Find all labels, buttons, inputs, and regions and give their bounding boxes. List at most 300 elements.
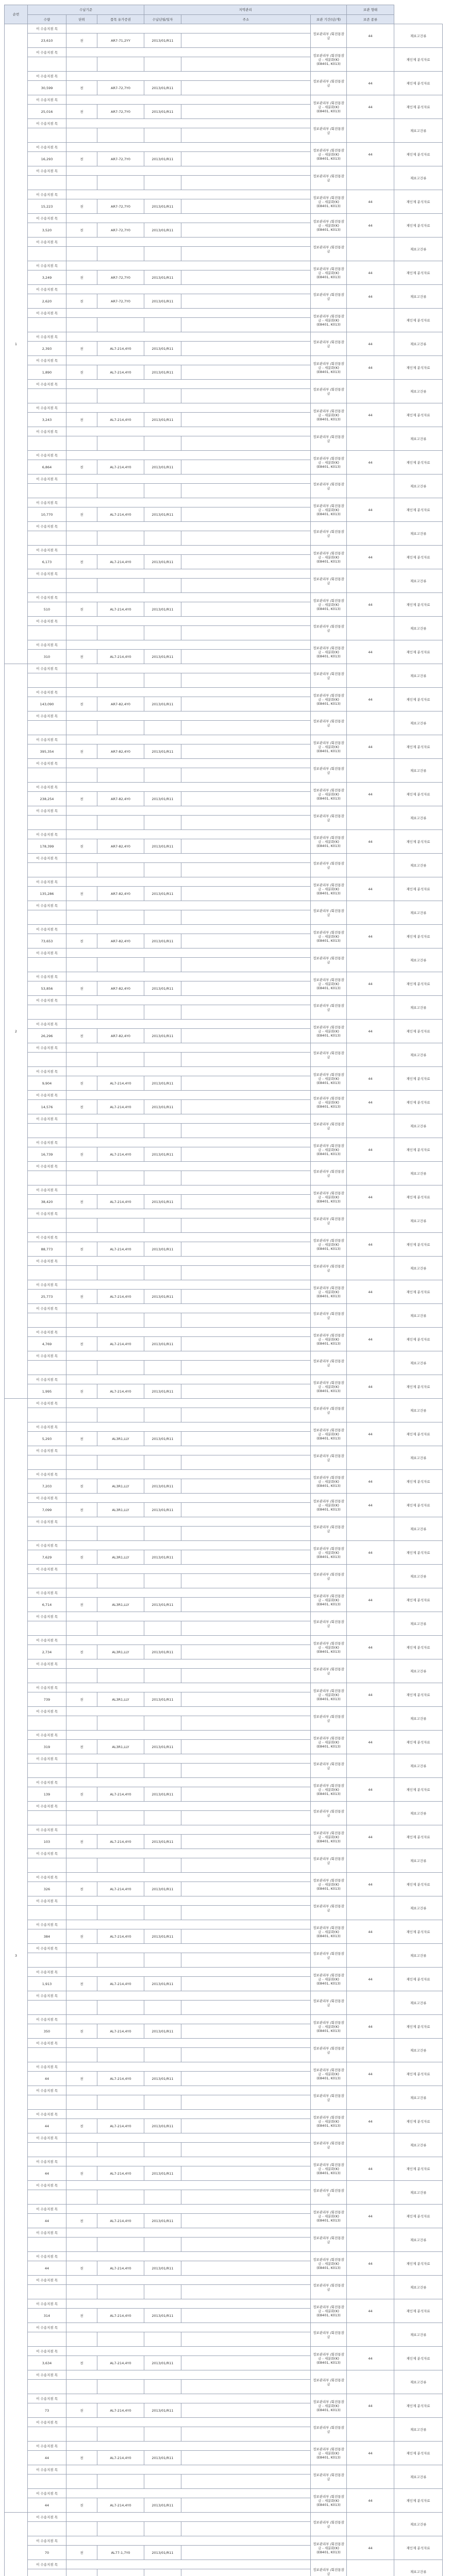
table-row: [5, 72, 443, 81]
location-cell: [311, 2347, 347, 2370]
duration-cell: 44: [347, 2252, 394, 2276]
date-cell: 2013/01/R11: [144, 365, 181, 380]
table-row: [5, 901, 443, 910]
header-group-a: 수납기준: [28, 5, 144, 15]
qty-note: 이 수송지점 목: [28, 2513, 66, 2522]
unit-cell: 천: [66, 697, 97, 711]
qty-cell: 73: [28, 2403, 66, 2418]
unit-cell: [66, 57, 97, 72]
duration-cell: 44: [347, 2015, 394, 2039]
qty-cell: 7,099: [28, 1503, 66, 1517]
location-cell: [311, 2133, 347, 2157]
table-row: [5, 1043, 443, 1053]
duration-cell: [347, 1114, 394, 1138]
usage-cell: 재보고건류: [394, 1849, 443, 1873]
code-cell: AR7-82,4Y0: [97, 887, 144, 901]
location-line-2: (E8401, K013): [316, 1104, 341, 1109]
unit-cell: 천: [66, 199, 97, 214]
code-cell: [97, 768, 144, 783]
location-line-1: 정보관리부 /회전통잠금 - 세분화(K): [313, 1783, 344, 1792]
duration-cell: [347, 617, 394, 640]
spacer-cell: [66, 522, 311, 531]
duration-cell: [347, 1162, 394, 1185]
location-cell: [311, 2323, 347, 2347]
qty-cell: 1,890: [28, 365, 66, 380]
spacer-cell: [66, 2133, 311, 2143]
code-cell: AR7-72,7Y0: [97, 152, 144, 166]
location-cell: [311, 522, 347, 546]
unit-cell: [66, 2427, 97, 2442]
duration-cell: 44: [347, 1328, 394, 1351]
table-row: [5, 1968, 443, 1977]
spacer-cell: [66, 1825, 311, 1835]
spacer-cell: [66, 1896, 311, 1906]
qty-cell: [28, 1953, 66, 1968]
location-line-1: 정보관리부 /회전통잠금 - 세분화(K): [313, 409, 344, 417]
date-cell: [144, 2380, 181, 2394]
duration-cell: 44: [347, 640, 394, 664]
duration-cell: [347, 2086, 394, 2110]
duration-cell: [347, 1612, 394, 1636]
qty-note: 이 수송지점 목: [28, 143, 66, 152]
spacer-cell: [66, 309, 311, 318]
duration-cell: 44: [347, 1636, 394, 1659]
spacer-cell: [66, 95, 311, 105]
usage-cell: 재보고건류: [394, 380, 443, 403]
table-row: [5, 2039, 443, 2048]
duration-cell: 44: [347, 688, 394, 711]
usage-cell: 재인제 분석자료: [394, 1067, 443, 1091]
location-cell: [311, 569, 347, 593]
location-line-1: 정보관리부 /회전통잠금: [313, 2235, 344, 2244]
unit-cell: [66, 1811, 97, 1825]
usage-cell: 재보고건류: [394, 1565, 443, 1588]
duration-cell: [347, 2370, 394, 2394]
location-cell: [311, 1138, 347, 1162]
qty-note: 이 수송지점 목: [28, 1802, 66, 1811]
usage-cell: 재인제 분석자료: [394, 735, 443, 759]
qty-cell: 6,173: [28, 555, 66, 569]
qty-cell: [28, 2238, 66, 2252]
spacer-cell: [66, 2062, 311, 2072]
location-cell: [311, 214, 347, 238]
location-line-1: 정보관리부 /회전통잠금: [313, 1951, 344, 1960]
duration-cell: 44: [347, 285, 394, 309]
spacer-cell: [66, 2181, 311, 2190]
date-cell: [144, 484, 181, 498]
code-cell: AL7-214,4Y0: [97, 2356, 144, 2370]
location-cell: [311, 1422, 347, 1446]
duration-cell: 44: [347, 261, 394, 285]
qty-cell: 10,770: [28, 507, 66, 522]
location-line-1: 정보관리부 /회전통잠금: [313, 1050, 344, 1059]
date-cell: [144, 1527, 181, 1541]
table-row: [5, 2442, 443, 2451]
location-line-1: 정보관리부 /회전통잠금: [313, 577, 344, 585]
date-cell: [144, 128, 181, 143]
unit-cell: 천: [66, 105, 97, 119]
qty-note: 이 수송지점 목: [28, 474, 66, 484]
location-line-2: (E8401, K013): [316, 1483, 341, 1488]
table-row: [5, 498, 443, 507]
header-unit: 단위: [66, 15, 97, 24]
table-row: [5, 1257, 443, 1266]
location-line-1: 정보관리부 /회전통잠금 - 세분화(K): [313, 2304, 344, 2313]
date-cell: [144, 768, 181, 783]
code-cell: [97, 531, 144, 546]
location-line-2: (E8401, K013): [316, 2028, 341, 2033]
date-cell: 2013/01/R11: [144, 1290, 181, 1304]
qty-cell: [28, 1716, 66, 1731]
spacer-cell: [66, 1659, 311, 1669]
spacer-cell: [66, 2536, 311, 2546]
code-cell: AL7-214,4Y0: [97, 2119, 144, 2133]
date-cell: 2013/01/R11: [144, 2356, 181, 2370]
date-cell: 2013/01/R11: [144, 1503, 181, 1517]
location-line-2: (E8401, K013): [316, 61, 341, 66]
qty-note: 이 수송지점 목: [28, 1067, 66, 1076]
usage-cell: 재보고건류: [394, 2086, 443, 2110]
spacer-cell: [66, 546, 311, 555]
location-cell: [311, 996, 347, 1020]
location-line-1: 정보관리부 /회전통잠금: [313, 2046, 344, 2055]
date-cell: [144, 1005, 181, 1020]
qty-note: 이 수송지점 목: [28, 759, 66, 768]
code-cell: AL7-214,4Y0: [97, 2403, 144, 2418]
qty-note: 이 수송지점 목: [28, 1494, 66, 1503]
location-cell: [311, 1565, 347, 1588]
table-row: [5, 2110, 443, 2119]
qty-note: 이 수송지점 목: [28, 1636, 66, 1645]
unit-cell: [66, 816, 97, 830]
unit-cell: 천: [66, 934, 97, 948]
location-line-1: 정보관리부 /회전통잠금: [313, 1524, 344, 1533]
qty-note: 이 수송지점 목: [28, 593, 66, 602]
duration-cell: 44: [347, 546, 394, 569]
code-cell: AR7-82,4Y0: [97, 981, 144, 996]
qty-cell: [28, 128, 66, 143]
table-row: [5, 1944, 443, 1953]
duration-cell: 44: [347, 2157, 394, 2181]
table-row: [5, 2323, 443, 2332]
unit-cell: [66, 1455, 97, 1470]
usage-cell: 재인제 분석자료: [394, 498, 443, 522]
date-cell: [144, 2475, 181, 2489]
location-line-1: 정보관리부 /회전통잠금 - 세분화(K): [313, 1688, 344, 1697]
spacer-cell: [66, 1541, 311, 1550]
spacer-cell: [66, 2347, 311, 2356]
spacer-cell: [66, 24, 311, 33]
location-cell: [311, 546, 347, 569]
usage-cell: 재인제 분석자료: [394, 2110, 443, 2133]
location-line-1: 정보관리부 /회전통잠금: [313, 174, 344, 182]
usage-cell: 재보고건류: [394, 1399, 443, 1422]
table-row: [5, 2252, 443, 2261]
table-row: [5, 1280, 443, 1290]
usage-cell: 재인제 분석자료: [394, 1280, 443, 1304]
unit-cell: 천: [66, 2309, 97, 2323]
date-cell: 2013/01/R11: [144, 2166, 181, 2181]
unit-cell: [66, 2190, 97, 2205]
qty-cell: 25,016: [28, 105, 66, 119]
date-cell: [144, 1171, 181, 1185]
location-cell: [311, 2370, 347, 2394]
spacer-cell: [66, 664, 311, 673]
code-cell: [97, 1621, 144, 1636]
location-cell: [311, 1233, 347, 1257]
unit-cell: 천: [66, 602, 97, 617]
unit-cell: [66, 128, 97, 143]
location-line-1: 정보관리부 /회전통잠금 - 세분화(K): [313, 100, 344, 109]
qty-cell: 2,620: [28, 294, 66, 309]
location-line-2: (E8401, K013): [316, 2313, 341, 2317]
location-cell: [311, 1920, 347, 1944]
spacer-cell: [66, 498, 311, 507]
code-cell: [97, 1313, 144, 1328]
usage-cell: 재보고건류: [394, 332, 443, 356]
qty-note: 이 수송지점 목: [28, 996, 66, 1005]
duration-cell: [347, 1257, 394, 1280]
duration-cell: [347, 2181, 394, 2205]
usage-cell: 재보고건류: [394, 901, 443, 925]
location-line-1: 정보관리부 /회전통잠금: [313, 1406, 344, 1415]
location-cell: [311, 1185, 347, 1209]
date-cell: 2013/01/R11: [144, 887, 181, 901]
table-row: [5, 2015, 443, 2024]
location-cell: [311, 877, 347, 901]
location-cell: [311, 2465, 347, 2489]
spacer-cell: [66, 806, 311, 816]
location-line-1: 정보관리부 /회전통잠금 - 세분화(K): [313, 1546, 344, 1555]
date-cell: [144, 1764, 181, 1778]
code-cell: AR7-72,7Y0: [97, 105, 144, 119]
unit-cell: 천: [66, 1147, 97, 1162]
date-cell: 2013/01/R11: [144, 1242, 181, 1257]
duration-cell: [347, 1209, 394, 1233]
qty-cell: [28, 2143, 66, 2157]
table-row: [5, 2560, 443, 2569]
date-cell: [144, 2001, 181, 2015]
date-cell: 2013/01/R11: [144, 1692, 181, 1707]
qty-note: 이 수송지점 목: [28, 24, 66, 33]
qty-note: 이 수송지점 목: [28, 735, 66, 744]
usage-cell: 재인제 분석자료: [394, 2157, 443, 2181]
code-cell: AL3R1,LLY: [97, 1645, 144, 1659]
date-cell: 2013/01/R11: [144, 2214, 181, 2228]
code-cell: [97, 721, 144, 735]
location-line-2: (E8401, K013): [316, 1151, 341, 1156]
location-cell: [311, 498, 347, 522]
date-cell: 2013/01/R11: [144, 1882, 181, 1896]
unit-cell: [66, 1669, 97, 1683]
location-line-1: 정보관리부 /회전통잠금: [313, 766, 344, 775]
location-cell: [311, 783, 347, 806]
qty-cell: [28, 673, 66, 688]
code-cell: [97, 1455, 144, 1470]
spacer-cell: [66, 569, 311, 579]
code-cell: AL7-214,4Y0: [97, 413, 144, 427]
code-cell: [97, 1361, 144, 1375]
duration-cell: 44: [347, 1020, 394, 1043]
table-row: [5, 2536, 443, 2546]
unit-cell: [66, 2332, 97, 2347]
spacer-cell: [66, 1731, 311, 1740]
qty-note: 이 수송지점 목: [28, 1351, 66, 1361]
qty-cell: [28, 768, 66, 783]
qty-note: 이 수송지점 목: [28, 1707, 66, 1716]
spacer-cell: [66, 1328, 311, 1337]
location-cell: [311, 1020, 347, 1043]
qty-cell: 44: [28, 2261, 66, 2276]
duration-cell: [347, 901, 394, 925]
duration-cell: 44: [347, 1683, 394, 1707]
location-line-1: 정보관리부 /회전통잠금: [313, 2283, 344, 2292]
location-cell: [311, 759, 347, 783]
usage-cell: 재보고건류: [394, 759, 443, 783]
spacer-cell: [66, 1209, 311, 1218]
location-line-1: 정보관리부 /회전통잠금 - 세분화(K): [313, 503, 344, 512]
qty-note: 이 수송지점 목: [28, 2039, 66, 2048]
duration-cell: [347, 1849, 394, 1873]
unit-cell: 천: [66, 152, 97, 166]
table-row: [5, 1896, 443, 1906]
table-row: [5, 1091, 443, 1100]
qty-cell: 3,520: [28, 223, 66, 238]
spacer-cell: [66, 2394, 311, 2403]
duration-cell: 44: [347, 2205, 394, 2228]
date-cell: 2013/01/R11: [144, 1029, 181, 1043]
duration-cell: 44: [347, 735, 394, 759]
spacer-cell: [66, 119, 311, 128]
location-line-1: 정보관리부 /회전통잠금 - 세분화(K): [313, 1831, 344, 1839]
unit-cell: 천: [66, 2072, 97, 2086]
qty-note: 이 수송지점 목: [28, 1968, 66, 1977]
table-row: [5, 830, 443, 839]
qty-cell: [28, 579, 66, 593]
qty-cell: 16,293: [28, 152, 66, 166]
table-row: [5, 261, 443, 270]
location-cell: [311, 2536, 347, 2560]
qty-note: 이 수송지점 목: [28, 948, 66, 958]
qty-note: 이 수송지점 목: [28, 2110, 66, 2119]
location-line-1: 정보관리부 /회전통잠금 - 세분화(K): [313, 2447, 344, 2455]
location-line-2: (E8401, K013): [316, 156, 341, 161]
location-line-2: (E8401, K013): [316, 1791, 341, 1796]
date-cell: [144, 1218, 181, 1233]
qty-note: 이 수송지점 목: [28, 498, 66, 507]
location-line-1: 정보관리부 /회전통잠금: [313, 1453, 344, 1462]
qty-note: 이 수송지점 목: [28, 2347, 66, 2356]
qty-cell: [28, 1527, 66, 1541]
code-cell: AL7-214,4Y0: [97, 2072, 144, 2086]
spacer-cell: [66, 1944, 311, 1953]
unit-cell: [66, 484, 97, 498]
location-cell: [311, 474, 347, 498]
duration-cell: [347, 380, 394, 403]
qty-cell: 739: [28, 1692, 66, 1707]
location-line-1: 정보관리부 /회전통잠금 - 세분화(K): [313, 1096, 344, 1105]
location-cell: [311, 2110, 347, 2133]
duration-cell: 44: [347, 1494, 394, 1517]
usage-cell: 재보고건류: [394, 948, 443, 972]
unit-cell: 천: [66, 2214, 97, 2228]
unit-cell: 천: [66, 1645, 97, 1659]
unit-cell: [66, 1858, 97, 1873]
location-line-1: 정보관리부 /회전통잠금: [313, 2188, 344, 2197]
spacer-cell: [66, 72, 311, 81]
date-cell: [144, 2427, 181, 2442]
location-cell: [311, 356, 347, 380]
location-line-2: (E8401, K013): [316, 654, 341, 658]
location-cell: [311, 1304, 347, 1328]
date-cell: 2013/01/R11: [144, 1787, 181, 1802]
date-cell: [144, 2238, 181, 2252]
date-cell: [144, 1408, 181, 1422]
location-line-2: (E8401, K013): [316, 891, 341, 895]
location-line-1: 정보관리부 /회전통잠금: [313, 2378, 344, 2386]
location-line-1: 정보관리부 /회전통잠금 - 세분화(K): [313, 977, 344, 986]
usage-cell: 재보고건류: [394, 806, 443, 830]
unit-cell: 천: [66, 1787, 97, 1802]
date-cell: 2013/01/R11: [144, 650, 181, 664]
usage-cell: 재인제 분석자료: [394, 1091, 443, 1114]
duration-cell: 44: [347, 143, 394, 166]
location-line-1: 정보관리부 /회전통잠금: [313, 814, 344, 822]
location-line-1: 정보관리부 /회전통잠금: [313, 1714, 344, 1723]
unit-cell: 천: [66, 294, 97, 309]
qty-cell: 70: [28, 2546, 66, 2560]
date-cell: 2013/01/R11: [144, 839, 181, 854]
usage-cell: 재인제 분석자료: [394, 1636, 443, 1659]
unit-cell: 천: [66, 2498, 97, 2513]
code-cell: [97, 2475, 144, 2489]
qty-cell: [28, 1266, 66, 1280]
table-row: [5, 119, 443, 128]
date-cell: 2013/01/R11: [144, 1479, 181, 1494]
usage-cell: 재보고건류: [394, 474, 443, 498]
date-cell: 2013/01/R11: [144, 1384, 181, 1399]
code-cell: AL3R1,LLY: [97, 1550, 144, 1565]
unit-cell: [66, 910, 97, 925]
date-cell: [144, 2522, 181, 2536]
unit-cell: 천: [66, 1076, 97, 1091]
location-cell: [311, 688, 347, 711]
qty-note: 이 수송지점 목: [28, 1588, 66, 1598]
qty-cell: 7,203: [28, 1479, 66, 1494]
unit-cell: 천: [66, 2166, 97, 2181]
location-line-2: (E8401, K013): [316, 512, 341, 516]
date-cell: 2013/01/R11: [144, 1100, 181, 1114]
location-line-1: 정보관리부 /회전통잠금 - 세분화(K): [313, 1025, 344, 1033]
table-row: [5, 1328, 443, 1337]
location-line-1: 정보관리부 /회전통잠금: [313, 31, 344, 40]
location-line-2: (E8401, K013): [316, 2265, 341, 2270]
location-line-2: (E8401, K013): [316, 1199, 341, 1204]
qty-cell: 73,653: [28, 934, 66, 948]
date-cell: 2013/01/R11: [144, 1929, 181, 1944]
spacer-cell: [66, 2560, 311, 2569]
location-line-1: 정보관리부 /회전통잠금: [313, 1809, 344, 1818]
location-cell: [311, 1944, 347, 1968]
location-line-1: 정보관리부 /회전통잠금: [313, 2472, 344, 2481]
qty-cell: 135,286: [28, 887, 66, 901]
duration-cell: 44: [347, 972, 394, 996]
usage-cell: 재인제 분석자료: [394, 1825, 443, 1849]
code-cell: AR7-82,4Y0: [97, 839, 144, 854]
table-row: [5, 1494, 443, 1503]
date-cell: [144, 57, 181, 72]
duration-cell: 44: [347, 1873, 394, 1896]
